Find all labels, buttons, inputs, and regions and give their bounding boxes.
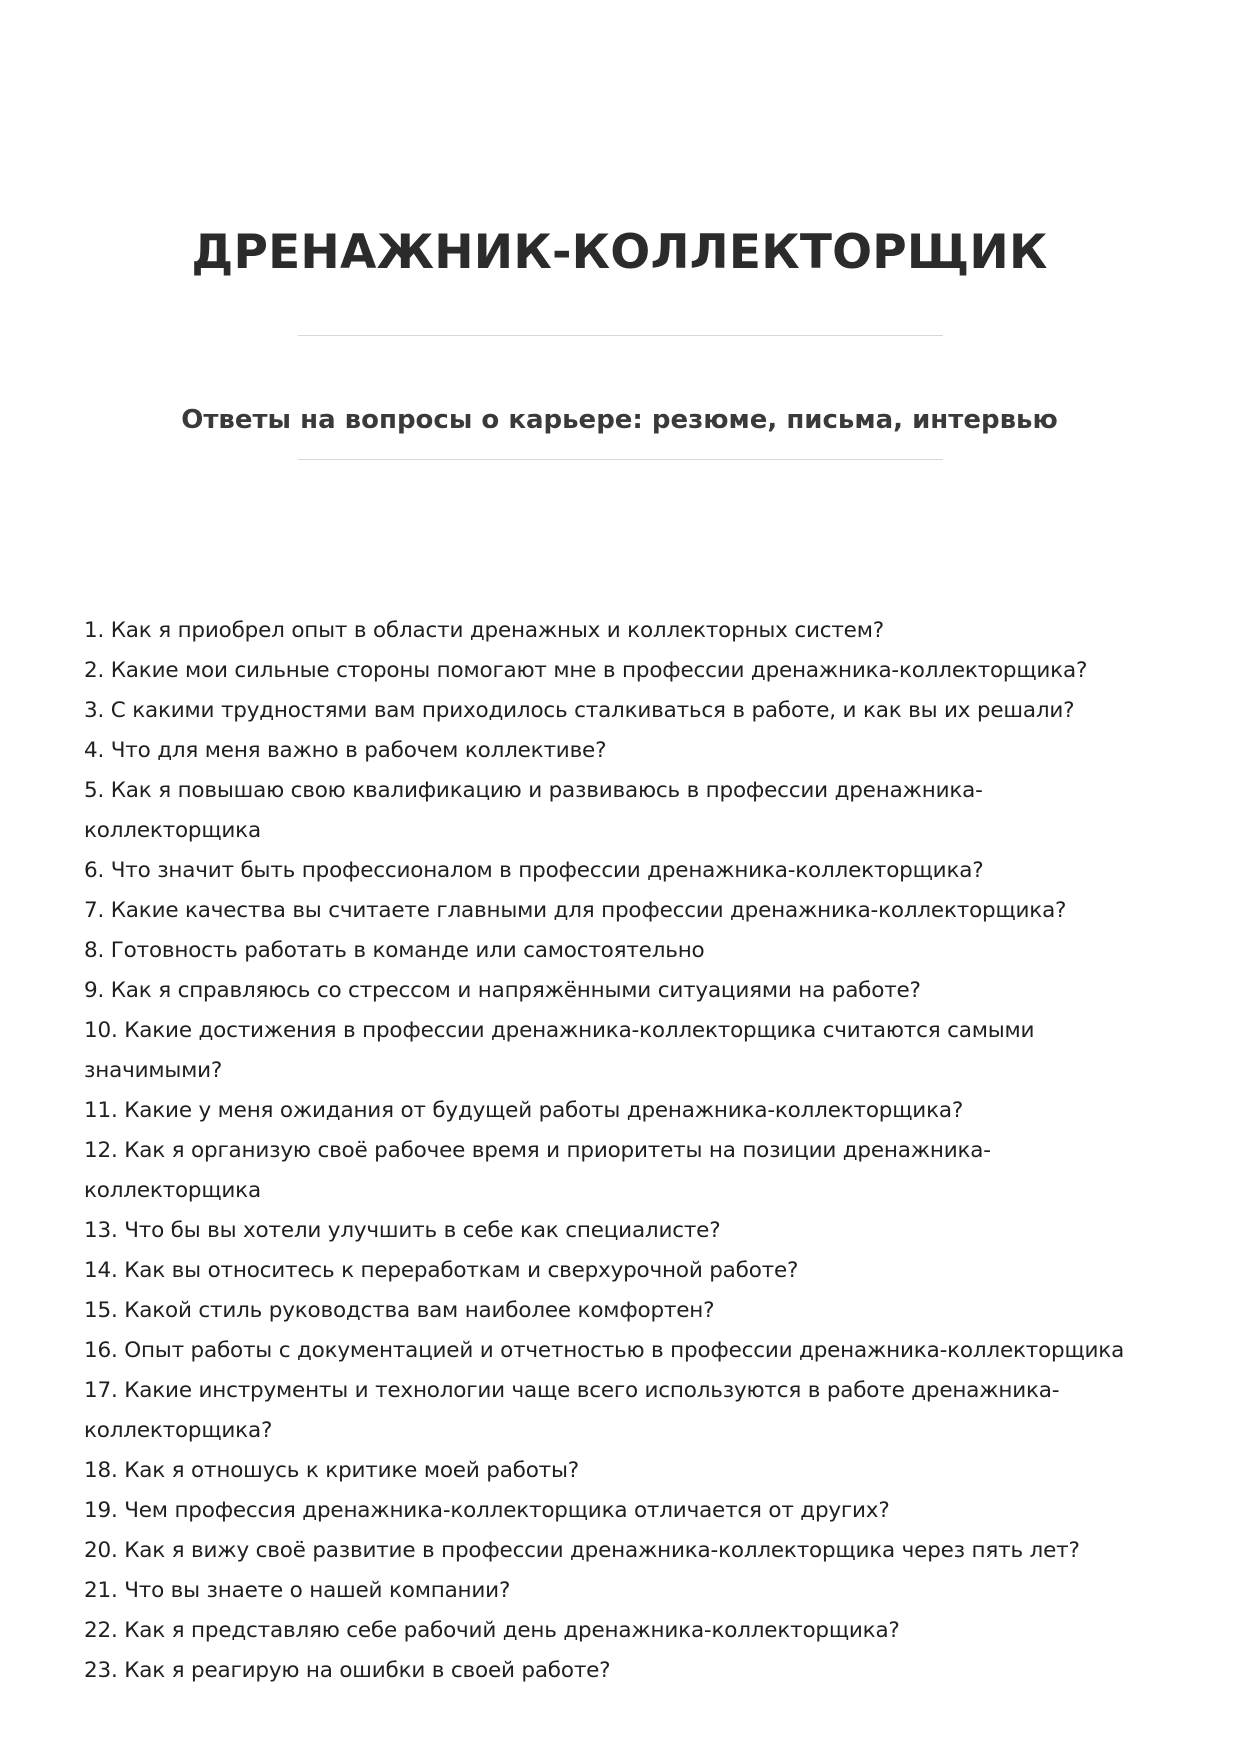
question-item-14: [84, 1251, 1164, 1291]
question-text-continuation: значимыми?: [84, 1058, 223, 1083]
question-text-continuation: коллекторщика: [84, 1178, 261, 1203]
question-item-2: [84, 651, 1164, 691]
question-text: 17. Какие инструменты и технологии чаще всего используются в работе дренажника-: [84, 1378, 1060, 1403]
page-title: ДРЕНАЖНИК-КОЛЛЕКТОРЩИК: [191, 225, 1048, 281]
question-item-13: [84, 1211, 1164, 1251]
question-item-23: [84, 1651, 1164, 1691]
question-text: 10. Какие достижения в профессии дренажника-коллекторщика считаются самыми: [84, 1018, 1035, 1043]
question-item-11: [84, 1091, 1164, 1131]
question-item-3: [84, 691, 1164, 731]
question-item-17: [84, 1371, 1164, 1451]
question-text: 8. Готовность работать в команде или самостоятельно: [84, 938, 705, 963]
question-item-1: [84, 611, 1164, 651]
question-text: 16. Опыт работы с документацией и отчетностью в профессии дренажника-коллекторщика: [84, 1338, 1125, 1363]
question-text: 3. С какими трудностями вам приходилось сталкиваться в работе, и как вы их решали?: [84, 698, 1075, 723]
question-item-22: [84, 1611, 1164, 1651]
question-text: 7. Какие качества вы считаете главными для профессии дренажника-коллекторщика?: [84, 898, 1067, 923]
question-text: 13. Что бы вы хотели улучшить в себе как специалисте?: [84, 1218, 721, 1243]
question-text: 20. Как я вижу своё развитие в профессии дренажника-коллекторщика через пять лет?: [84, 1538, 1080, 1563]
question-item-21: [84, 1571, 1164, 1611]
page-subtitle: Ответы на вопросы о карьере: резюме, письма, интервью: [181, 404, 1058, 435]
question-text: 21. Что вы знаете о нашей компании?: [84, 1578, 511, 1603]
divider-top: [298, 335, 943, 336]
question-text: 15. Какой стиль руководства вам наиболее комфортен?: [84, 1298, 715, 1323]
question-item-15: [84, 1291, 1164, 1331]
question-item-4: [84, 731, 1164, 771]
question-item-16: [84, 1331, 1164, 1371]
question-text: 9. Как я справляюсь со стрессом и напряжёнными ситуациями на работе?: [84, 978, 921, 1003]
question-text: 5. Как я повышаю свою квалификацию и развиваюсь в профессии дренажника-: [84, 778, 983, 803]
question-item-5: [84, 771, 1164, 851]
question-item-20: [84, 1531, 1164, 1571]
question-text: 12. Как я организую своё рабочее время и приоритеты на позиции дренажника-: [84, 1138, 991, 1163]
question-text-continuation: коллекторщика?: [84, 1418, 273, 1443]
question-item-18: [84, 1451, 1164, 1491]
question-item-19: [84, 1491, 1164, 1531]
question-text: 14. Как вы относитесь к переработкам и сверхурочной работе?: [84, 1258, 799, 1283]
question-item-10: [84, 1011, 1164, 1091]
question-text-continuation: коллекторщика: [84, 818, 261, 843]
question-text: 2. Какие мои сильные стороны помогают мне в профессии дренажника-коллекторщика?: [84, 658, 1088, 683]
question-text: 18. Как я отношусь к критике моей работы?: [84, 1458, 579, 1483]
question-text: 23. Как я реагирую на ошибки в своей работе?: [84, 1658, 611, 1683]
question-item-9: [84, 971, 1164, 1011]
question-text: 4. Что для меня важно в рабочем коллективе?: [84, 738, 607, 763]
question-text: 6. Что значит быть профессионалом в профессии дренажника-коллекторщика?: [84, 858, 984, 883]
question-item-8: [84, 931, 1164, 971]
question-text: 11. Какие у меня ожидания от будущей работы дренажника-коллекторщика?: [84, 1098, 964, 1123]
divider-bottom: [298, 459, 943, 460]
question-item-7: [84, 891, 1164, 931]
question-text: 19. Чем профессия дренажника-коллекторщика отличается от других?: [84, 1498, 890, 1523]
question-text: 22. Как я представляю себе рабочий день дренажника-коллекторщика?: [84, 1618, 900, 1643]
question-item-6: [84, 851, 1164, 891]
question-text: 1. Как я приобрел опыт в области дренажных и коллекторных систем?: [84, 618, 884, 643]
question-list: [84, 611, 1164, 1691]
question-item-12: [84, 1131, 1164, 1211]
